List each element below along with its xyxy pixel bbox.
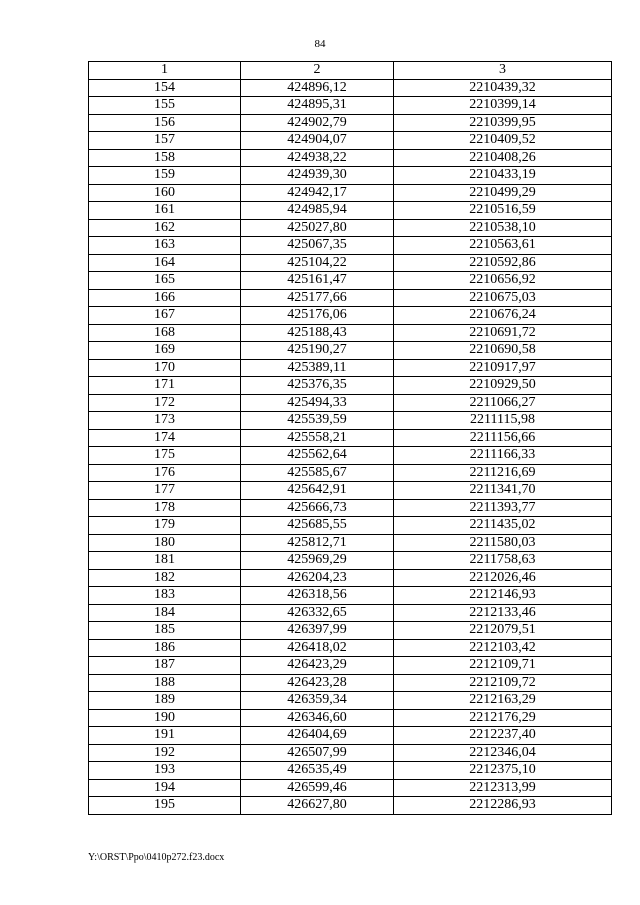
x-coordinate-cell: 425494,33 bbox=[241, 394, 394, 412]
point-number-cell: 169 bbox=[89, 342, 241, 360]
table-row bbox=[89, 79, 612, 97]
y-coordinate-cell: 2211156,66 bbox=[394, 429, 612, 447]
table-row bbox=[89, 464, 612, 482]
y-coordinate-cell: 2212313,99 bbox=[394, 779, 612, 797]
x-coordinate-cell: 425585,67 bbox=[241, 464, 394, 482]
x-coordinate-cell: 426359,34 bbox=[241, 692, 394, 710]
table-row bbox=[89, 219, 612, 237]
point-number-cell: 193 bbox=[89, 762, 241, 780]
table-body bbox=[89, 79, 612, 814]
point-number-cell: 191 bbox=[89, 727, 241, 745]
point-number-cell: 179 bbox=[89, 517, 241, 535]
y-coordinate-cell: 2210433,19 bbox=[394, 167, 612, 185]
x-coordinate-cell: 424938,22 bbox=[241, 149, 394, 167]
y-coordinate-cell: 2212286,93 bbox=[394, 797, 612, 815]
x-coordinate-cell: 426418,02 bbox=[241, 639, 394, 657]
table-row bbox=[89, 762, 612, 780]
table-row bbox=[89, 499, 612, 517]
table-row bbox=[89, 342, 612, 360]
point-number-cell: 171 bbox=[89, 377, 241, 395]
x-coordinate-cell: 424942,17 bbox=[241, 184, 394, 202]
coordinates-table bbox=[88, 61, 612, 815]
x-coordinate-cell: 426423,29 bbox=[241, 657, 394, 675]
y-coordinate-cell: 2210917,97 bbox=[394, 359, 612, 377]
y-coordinate-cell: 2211341,70 bbox=[394, 482, 612, 500]
y-coordinate-cell: 2210690,58 bbox=[394, 342, 612, 360]
y-coordinate-cell: 2210439,32 bbox=[394, 79, 612, 97]
column-header-2: 2 bbox=[241, 62, 394, 80]
table-row bbox=[89, 482, 612, 500]
point-number-cell: 164 bbox=[89, 254, 241, 272]
table-row bbox=[89, 552, 612, 570]
table-row bbox=[89, 674, 612, 692]
point-number-cell: 192 bbox=[89, 744, 241, 762]
x-coordinate-cell: 425067,35 bbox=[241, 237, 394, 255]
table-row bbox=[89, 657, 612, 675]
point-number-cell: 176 bbox=[89, 464, 241, 482]
table-row bbox=[89, 289, 612, 307]
y-coordinate-cell: 2210563,61 bbox=[394, 237, 612, 255]
table-row bbox=[89, 779, 612, 797]
y-coordinate-cell: 2212109,72 bbox=[394, 674, 612, 692]
y-coordinate-cell: 2211216,69 bbox=[394, 464, 612, 482]
table-row bbox=[89, 202, 612, 220]
table-row bbox=[89, 272, 612, 290]
x-coordinate-cell: 425177,66 bbox=[241, 289, 394, 307]
y-coordinate-cell: 2210499,29 bbox=[394, 184, 612, 202]
y-coordinate-cell: 2211580,03 bbox=[394, 534, 612, 552]
x-coordinate-cell: 426332,65 bbox=[241, 604, 394, 622]
y-coordinate-cell: 2212237,40 bbox=[394, 727, 612, 745]
x-coordinate-cell: 425642,91 bbox=[241, 482, 394, 500]
y-coordinate-cell: 2212346,04 bbox=[394, 744, 612, 762]
y-coordinate-cell: 2210592,86 bbox=[394, 254, 612, 272]
point-number-cell: 159 bbox=[89, 167, 241, 185]
table-row bbox=[89, 237, 612, 255]
y-coordinate-cell: 2211066,27 bbox=[394, 394, 612, 412]
y-coordinate-cell: 2212079,51 bbox=[394, 622, 612, 640]
x-coordinate-cell: 424895,31 bbox=[241, 97, 394, 115]
point-number-cell: 194 bbox=[89, 779, 241, 797]
table-row bbox=[89, 114, 612, 132]
y-coordinate-cell: 2212375,10 bbox=[394, 762, 612, 780]
x-coordinate-cell: 425104,22 bbox=[241, 254, 394, 272]
page-number: 84 bbox=[314, 38, 326, 50]
x-coordinate-cell: 425188,43 bbox=[241, 324, 394, 342]
x-coordinate-cell: 424939,30 bbox=[241, 167, 394, 185]
table-row bbox=[89, 797, 612, 815]
point-number-cell: 184 bbox=[89, 604, 241, 622]
point-number-cell: 182 bbox=[89, 569, 241, 587]
x-coordinate-cell: 425539,59 bbox=[241, 412, 394, 430]
x-coordinate-cell: 426397,99 bbox=[241, 622, 394, 640]
y-coordinate-cell: 2212103,42 bbox=[394, 639, 612, 657]
y-coordinate-cell: 2212026,46 bbox=[394, 569, 612, 587]
y-coordinate-cell: 2211435,02 bbox=[394, 517, 612, 535]
y-coordinate-cell: 2210399,14 bbox=[394, 97, 612, 115]
point-number-cell: 186 bbox=[89, 639, 241, 657]
x-coordinate-cell: 425190,27 bbox=[241, 342, 394, 360]
point-number-cell: 190 bbox=[89, 709, 241, 727]
x-coordinate-cell: 425027,80 bbox=[241, 219, 394, 237]
table-row bbox=[89, 569, 612, 587]
table-row bbox=[89, 149, 612, 167]
x-coordinate-cell: 426599,46 bbox=[241, 779, 394, 797]
table-row bbox=[89, 254, 612, 272]
y-coordinate-cell: 2212109,71 bbox=[394, 657, 612, 675]
x-coordinate-cell: 425666,73 bbox=[241, 499, 394, 517]
point-number-cell: 185 bbox=[89, 622, 241, 640]
point-number-cell: 195 bbox=[89, 797, 241, 815]
y-coordinate-cell: 2210409,52 bbox=[394, 132, 612, 150]
table-row bbox=[89, 709, 612, 727]
table-row bbox=[89, 394, 612, 412]
table-row bbox=[89, 534, 612, 552]
point-number-cell: 166 bbox=[89, 289, 241, 307]
y-coordinate-cell: 2210408,26 bbox=[394, 149, 612, 167]
table-row bbox=[89, 622, 612, 640]
y-coordinate-cell: 2210929,50 bbox=[394, 377, 612, 395]
y-coordinate-cell: 2210676,24 bbox=[394, 307, 612, 325]
x-coordinate-cell: 425176,06 bbox=[241, 307, 394, 325]
y-coordinate-cell: 2211758,63 bbox=[394, 552, 612, 570]
point-number-cell: 178 bbox=[89, 499, 241, 517]
point-number-cell: 157 bbox=[89, 132, 241, 150]
point-number-cell: 168 bbox=[89, 324, 241, 342]
table-header-row bbox=[89, 62, 612, 80]
table-row bbox=[89, 132, 612, 150]
x-coordinate-cell: 426346,60 bbox=[241, 709, 394, 727]
y-coordinate-cell: 2212163,29 bbox=[394, 692, 612, 710]
point-number-cell: 177 bbox=[89, 482, 241, 500]
point-number-cell: 172 bbox=[89, 394, 241, 412]
y-coordinate-cell: 2210516,59 bbox=[394, 202, 612, 220]
x-coordinate-cell: 425558,21 bbox=[241, 429, 394, 447]
table-row bbox=[89, 587, 612, 605]
x-coordinate-cell: 426507,99 bbox=[241, 744, 394, 762]
point-number-cell: 180 bbox=[89, 534, 241, 552]
y-coordinate-cell: 2212133,46 bbox=[394, 604, 612, 622]
point-number-cell: 187 bbox=[89, 657, 241, 675]
point-number-cell: 183 bbox=[89, 587, 241, 605]
x-coordinate-cell: 424904,07 bbox=[241, 132, 394, 150]
column-header-1: 1 bbox=[89, 62, 241, 80]
x-coordinate-cell: 426627,80 bbox=[241, 797, 394, 815]
table-row bbox=[89, 167, 612, 185]
x-coordinate-cell: 424902,79 bbox=[241, 114, 394, 132]
y-coordinate-cell: 2211393,77 bbox=[394, 499, 612, 517]
table-row bbox=[89, 377, 612, 395]
x-coordinate-cell: 425812,71 bbox=[241, 534, 394, 552]
x-coordinate-cell: 425161,47 bbox=[241, 272, 394, 290]
point-number-cell: 181 bbox=[89, 552, 241, 570]
table-row bbox=[89, 744, 612, 762]
point-number-cell: 165 bbox=[89, 272, 241, 290]
y-coordinate-cell: 2211115,98 bbox=[394, 412, 612, 430]
x-coordinate-cell: 426204,23 bbox=[241, 569, 394, 587]
point-number-cell: 188 bbox=[89, 674, 241, 692]
table-row bbox=[89, 604, 612, 622]
y-coordinate-cell: 2210691,72 bbox=[394, 324, 612, 342]
table-row bbox=[89, 412, 612, 430]
table-row bbox=[89, 359, 612, 377]
point-number-cell: 167 bbox=[89, 307, 241, 325]
table-row bbox=[89, 429, 612, 447]
point-number-cell: 161 bbox=[89, 202, 241, 220]
y-coordinate-cell: 2212146,93 bbox=[394, 587, 612, 605]
point-number-cell: 173 bbox=[89, 412, 241, 430]
table-row bbox=[89, 639, 612, 657]
point-number-cell: 170 bbox=[89, 359, 241, 377]
y-coordinate-cell: 2211166,33 bbox=[394, 447, 612, 465]
y-coordinate-cell: 2210538,10 bbox=[394, 219, 612, 237]
x-coordinate-cell: 424985,94 bbox=[241, 202, 394, 220]
x-coordinate-cell: 426318,56 bbox=[241, 587, 394, 605]
x-coordinate-cell: 424896,12 bbox=[241, 79, 394, 97]
table-row bbox=[89, 324, 612, 342]
point-number-cell: 158 bbox=[89, 149, 241, 167]
point-number-cell: 175 bbox=[89, 447, 241, 465]
footer-file-path: Y:\ORST\Ppo\0410p272.f23.docx bbox=[88, 852, 225, 863]
x-coordinate-cell: 425685,55 bbox=[241, 517, 394, 535]
x-coordinate-cell: 425969,29 bbox=[241, 552, 394, 570]
x-coordinate-cell: 425389,11 bbox=[241, 359, 394, 377]
point-number-cell: 163 bbox=[89, 237, 241, 255]
y-coordinate-cell: 2210675,03 bbox=[394, 289, 612, 307]
x-coordinate-cell: 425562,64 bbox=[241, 447, 394, 465]
table-row bbox=[89, 307, 612, 325]
table-row bbox=[89, 517, 612, 535]
column-header-3: 3 bbox=[394, 62, 612, 80]
table-row bbox=[89, 97, 612, 115]
y-coordinate-cell: 2210399,95 bbox=[394, 114, 612, 132]
point-number-cell: 174 bbox=[89, 429, 241, 447]
table-row bbox=[89, 184, 612, 202]
point-number-cell: 189 bbox=[89, 692, 241, 710]
x-coordinate-cell: 426423,28 bbox=[241, 674, 394, 692]
y-coordinate-cell: 2210656,92 bbox=[394, 272, 612, 290]
x-coordinate-cell: 426535,49 bbox=[241, 762, 394, 780]
table-row bbox=[89, 692, 612, 710]
point-number-cell: 162 bbox=[89, 219, 241, 237]
y-coordinate-cell: 2212176,29 bbox=[394, 709, 612, 727]
table-row bbox=[89, 447, 612, 465]
table-row bbox=[89, 727, 612, 745]
point-number-cell: 156 bbox=[89, 114, 241, 132]
x-coordinate-cell: 426404,69 bbox=[241, 727, 394, 745]
point-number-cell: 155 bbox=[89, 97, 241, 115]
x-coordinate-cell: 425376,35 bbox=[241, 377, 394, 395]
point-number-cell: 160 bbox=[89, 184, 241, 202]
point-number-cell: 154 bbox=[89, 79, 241, 97]
